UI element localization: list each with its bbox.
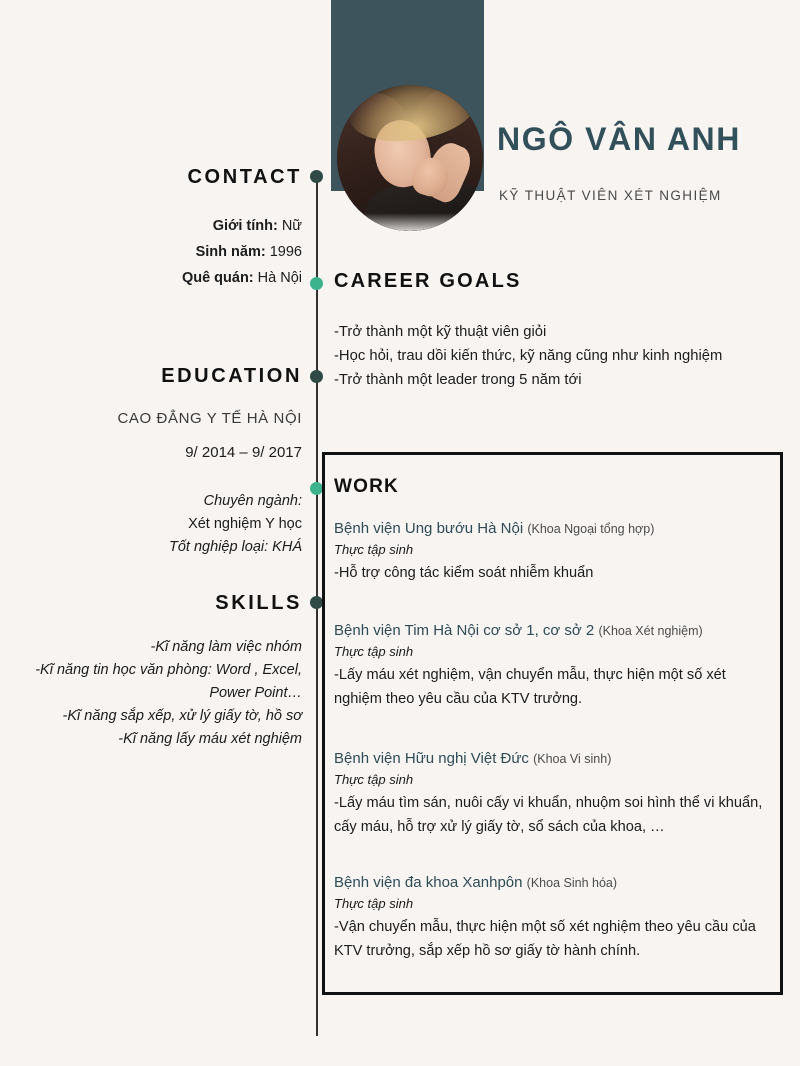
work-employer-line xyxy=(334,620,768,642)
work-employer: Bệnh viện Tim Hà Nội cơ sở 1, cơ sở 2 xyxy=(334,622,595,639)
work-description: -Lấy máu tìm sán, nuôi cấy vi khuẩn, nhuộm soi hình thể vi khuẩn, cấy máu, hỗ trợ xử lý giấy tờ, sổ sách của khoa, … xyxy=(334,795,763,835)
timeline-dot-career-goals xyxy=(310,277,323,290)
contact-label-birthyear: Sinh năm: xyxy=(195,244,266,260)
work-description: -Hỗ trợ công tác kiểm soát nhiễm khuẩn xyxy=(334,565,594,581)
career-goals-list xyxy=(334,320,722,392)
work-role: Thực tập sinh xyxy=(334,542,414,557)
career-goals-heading: CAREER GOALS xyxy=(334,270,522,292)
work-item xyxy=(334,872,768,963)
work-employer: Bệnh viện Ung bướu Hà Nội xyxy=(334,520,524,537)
work-item xyxy=(334,620,768,711)
career-goal-item: -Trở thành một kỹ thuật viên giỏi xyxy=(334,324,547,340)
work-description: -Vận chuyển mẫu, thực hiện một số xét nghiệm theo yêu cầu của KTV trưởng, sắp xếp hồ sơ giấy tờ hành chính. xyxy=(334,919,756,959)
career-goal-item: -Học hỏi, trau dồi kiến thức, kỹ năng cũng như kinh nghiệm xyxy=(334,348,723,364)
contact-field-hometown xyxy=(182,268,302,289)
contact-value-hometown: Hà Nội xyxy=(257,270,302,286)
education-grade xyxy=(169,537,302,558)
work-role: Thực tập sinh xyxy=(334,772,414,787)
work-item xyxy=(334,748,768,839)
career-goal-item: -Trở thành một leader trong 5 năm tới xyxy=(334,372,582,388)
contact-field-gender xyxy=(213,216,302,237)
education-major-label: Chuyên ngành: xyxy=(203,493,302,509)
work-employer-line xyxy=(334,518,768,540)
contact-heading: CONTACT xyxy=(187,166,302,188)
skill-item: -Kĩ năng làm việc nhóm xyxy=(150,639,302,655)
skills-list xyxy=(6,636,302,751)
education-major-value: Xét nghiệm Y học xyxy=(188,516,302,532)
education-years: 9/ 2014 – 9/ 2017 xyxy=(185,444,302,461)
work-employer-line xyxy=(334,748,768,770)
work-department: (Khoa Sinh hóa) xyxy=(526,876,618,890)
work-employer-line xyxy=(334,872,768,894)
education-grade-label: Tốt nghiệp loại: xyxy=(168,539,269,555)
education-grade-value: KHÁ xyxy=(272,539,302,555)
contact-label-gender: Giới tính: xyxy=(212,218,278,234)
contact-label-hometown: Quê quán: xyxy=(181,270,254,286)
contact-value-birthyear: 1996 xyxy=(269,244,302,260)
work-department: (Khoa Ngoại tổng hợp) xyxy=(527,522,655,536)
timeline-dot-education xyxy=(310,370,323,383)
work-department: (Khoa Vi sinh) xyxy=(533,752,612,766)
work-description: -Lấy máu xét nghiệm, vận chuyển mẫu, thực hiện một số xét nghiệm theo yêu cầu của KTV trưởng. xyxy=(334,667,726,707)
work-employer: Bệnh viện đa khoa Xanhpôn xyxy=(334,874,523,891)
skills-heading: SKILLS xyxy=(215,592,302,614)
work-item xyxy=(334,518,768,585)
contact-field-birthyear xyxy=(196,242,302,263)
skill-item: -Kĩ năng lấy máu xét nghiệm xyxy=(118,731,302,747)
work-department: (Khoa Xét nghiệm) xyxy=(598,624,703,638)
work-heading: WORK xyxy=(334,476,399,497)
timeline-dot-contact xyxy=(310,170,323,183)
education-heading: EDUCATION xyxy=(161,365,302,387)
work-role: Thực tập sinh xyxy=(334,896,414,911)
photo-bottom-fade xyxy=(337,213,483,231)
skill-item: -Kĩ năng tin học văn phòng: Word , Excel, Power Point… xyxy=(35,662,302,701)
work-employer: Bệnh viện Hữu nghị Việt Đức xyxy=(334,750,529,767)
contact-value-gender: Nữ xyxy=(281,218,302,234)
page-title: NGÔ VÂN ANH xyxy=(497,121,741,157)
education-school: CAO ĐẲNG Y TẾ HÀ NỘI xyxy=(117,410,302,427)
job-title-subtitle: KỸ THUẬT VIÊN XÉT NGHIỆM xyxy=(499,188,722,203)
work-role: Thực tập sinh xyxy=(334,644,414,659)
skill-item: -Kĩ năng sắp xếp, xử lý giấy tờ, hồ sơ xyxy=(62,708,302,724)
avatar xyxy=(337,85,483,231)
